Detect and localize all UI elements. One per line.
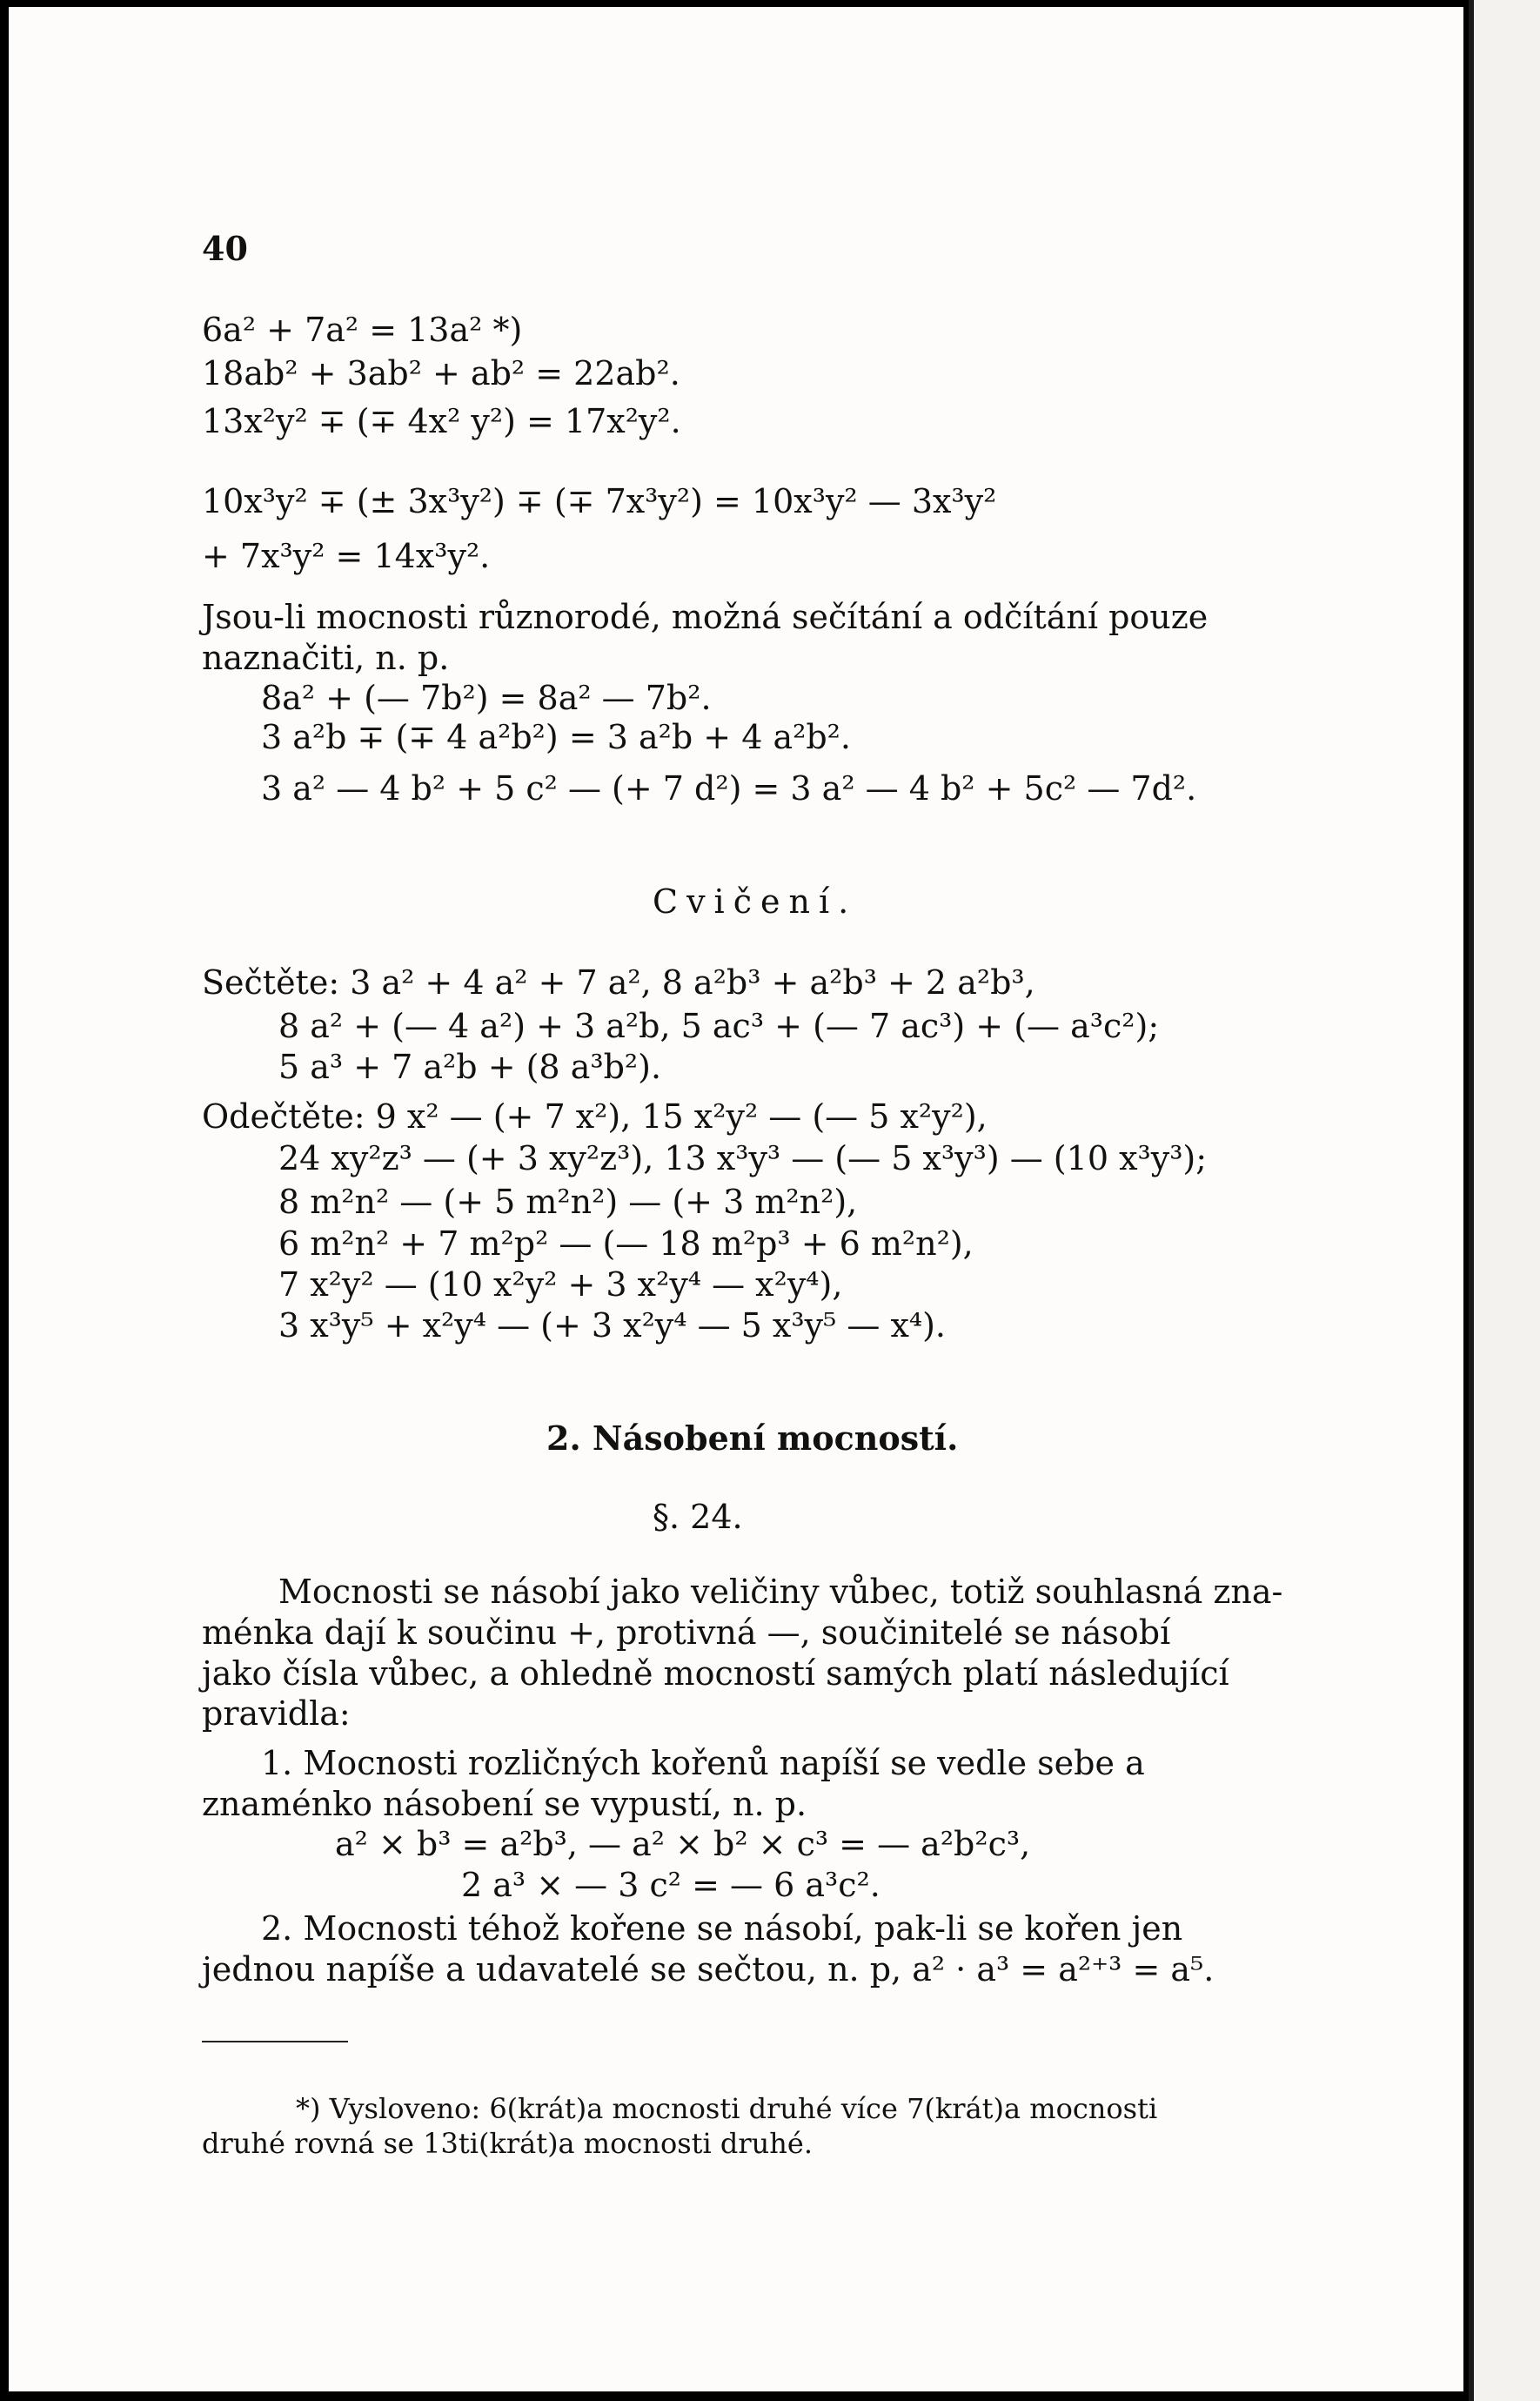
body-line-2: ménka dají k součinu +, protivná —, součinitelé se násobí <box>202 1613 1171 1652</box>
exercise-line-5: 24 xy²z³ — (+ 3 xy²z³), 13 x³y³ — (— 5 x³y³) — (10 x³y³); <box>278 1139 1208 1177</box>
rule-1-example-1: a² × b³ = a²b³, — a² × b² × c³ = — a²b²c³, <box>335 1825 1031 1863</box>
rule-2-line-2: jednou napíše a udavatelé se sečtou, n. p, a² · a³ = a²⁺³ = a⁵. <box>202 1950 1215 1989</box>
footnote-line-2: druhé rovná se 13ti(krát)a mocnosti druhé. <box>202 2127 813 2160</box>
rule-1-example-2: 2 a³ × — 3 c² = — 6 a³c². <box>461 1866 880 1904</box>
book-page <box>9 7 1463 2391</box>
exercises-heading: Cvičení. <box>653 882 858 921</box>
intro-line-1: Jsou-li mocnosti různorodé, možná sečítání a odčítání pouze <box>202 598 1209 636</box>
footnote-separator <box>202 2041 348 2042</box>
exercise-line-6: 8 m²n² — (+ 5 m²n²) — (+ 3 m²n²), <box>278 1183 858 1221</box>
body-line-4: pravidla: <box>202 1694 351 1733</box>
addition-example-4-cont: + 7x³y² = 14x³y². <box>202 537 491 575</box>
exercise-line-7: 6 m²n² + 7 m²p² — (— 18 m²p³ + 6 m²n²), <box>278 1224 974 1263</box>
addition-example-3: 13x²y² ∓ (∓ 4x² y²) = 17x²y². <box>202 402 681 440</box>
rule-1-line-2: znaménko násobení se vypustí, n. p. <box>202 1785 807 1823</box>
exercise-line-4: Odečtěte: 9 x² — (+ 7 x²), 15 x²y² — (— 5 x²y²), <box>202 1097 988 1136</box>
intro-line-2: naznačiti, n. p. <box>202 639 450 677</box>
section-number: §. 24. <box>653 1498 743 1536</box>
unlike-example-1: 8a² + (— 7b²) = 8a² — 7b². <box>261 679 712 717</box>
body-line-3: jako čísla vůbec, a ohledně mocností samých platí následující <box>202 1654 1229 1693</box>
addition-example-4: 10x³y² ∓ (± 3x³y²) ∓ (∓ 7x³y²) = 10x³y² — 3x³y² <box>202 482 997 520</box>
exercise-line-1: Sečtěte: 3 a² + 4 a² + 7 a², 8 a²b³ + a²b³ + 2 a²b³, <box>202 963 1035 1002</box>
rule-1-line-1: 1. Mocnosti rozličných kořenů napíší se vedle sebe a <box>261 1744 1145 1782</box>
section-title: 2. Násobení mocností. <box>546 1418 959 1458</box>
exercise-line-3: 5 a³ + 7 a²b + (8 a³b²). <box>278 1048 662 1086</box>
addition-example-2: 18ab² + 3ab² + ab² = 22ab². <box>202 354 680 392</box>
addition-example-1: 6a² + 7a² = 13a² *) <box>202 311 523 349</box>
page-number: 40 <box>202 229 248 268</box>
unlike-example-2: 3 a²b ∓ (∓ 4 a²b²) = 3 a²b + 4 a²b². <box>261 718 851 756</box>
body-line-1: Mocnosti se násobí jako veličiny vůbec, totiž souhlasná zna- <box>278 1573 1283 1611</box>
rule-2-line-1: 2. Mocnosti téhož kořene se násobí, pak-li se kořen jen <box>261 1909 1183 1948</box>
exercise-line-9: 3 x³y⁵ + x²y⁴ — (+ 3 x²y⁴ — 5 x³y⁵ — x⁴). <box>278 1306 947 1345</box>
exercise-line-2: 8 a² + (— 4 a²) + 3 a²b, 5 ac³ + (— 7 ac³) + (— a³c²); <box>278 1007 1160 1045</box>
exercise-line-8: 7 x²y² — (10 x²y² + 3 x²y⁴ — x²y⁴), <box>278 1265 843 1304</box>
next-page-edge <box>1474 0 1540 2401</box>
footnote-line-1: *) Vysloveno: 6(krát)a mocnosti druhé více 7(krát)a mocnosti <box>296 2092 1158 2125</box>
unlike-example-3: 3 a² — 4 b² + 5 c² — (+ 7 d²) = 3 a² — 4 b² + 5c² — 7d². <box>261 769 1197 808</box>
